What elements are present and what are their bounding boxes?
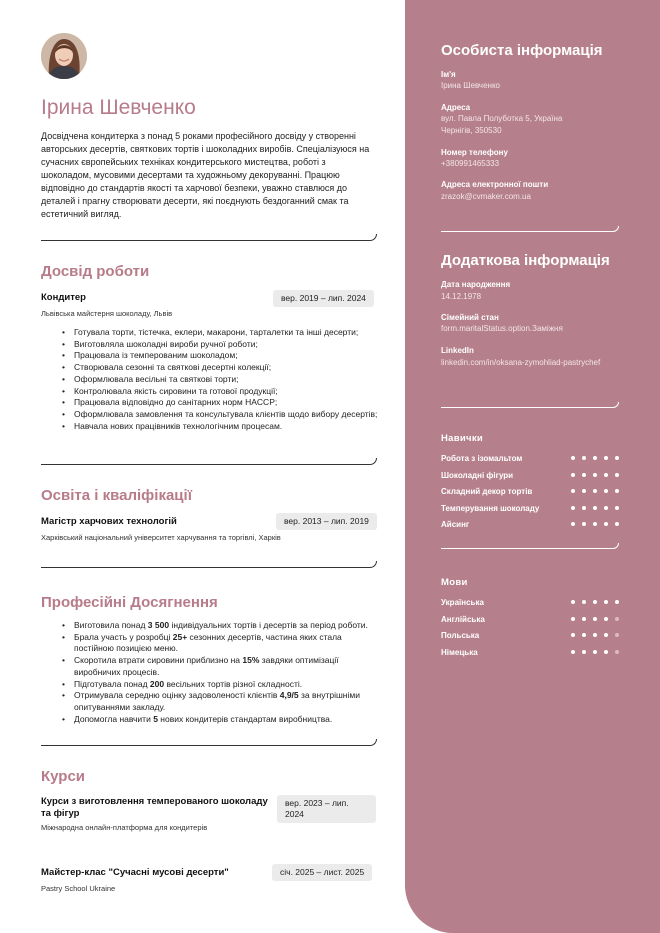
job-duty-item: • Оформлювала замовлення та консультувала клієнтів щодо вибору десертів; xyxy=(62,409,378,421)
dob-label: Дата народження xyxy=(441,280,511,289)
rating-dot xyxy=(615,473,619,477)
job-duty-item: • Створювала сезонні та святкові десертні колекції; xyxy=(62,362,378,374)
rating-dots xyxy=(571,522,619,526)
rating-dot xyxy=(604,506,608,510)
skill-row-name: Шоколадні фігури xyxy=(441,470,514,480)
email-label: Адреса електронної пошти xyxy=(441,180,549,189)
achievement-item xyxy=(62,690,378,713)
name-value: Ірина Шевченко xyxy=(441,81,500,90)
degree-title: Магістр харчових технологій xyxy=(41,516,177,527)
achievement-text: нових кондитерів стандартам виробництва. xyxy=(157,713,333,724)
rating-dot xyxy=(604,456,608,460)
rating-dot xyxy=(615,617,619,621)
rating-dot xyxy=(593,473,597,477)
rating-dot xyxy=(604,600,608,604)
skill-row-name: Робота з ізомальтом xyxy=(441,454,523,463)
education-heading: Освіта і кваліфікації xyxy=(41,487,192,504)
linkedin-label: LinkedIn xyxy=(441,346,474,355)
personal-info-heading: Особиста інформація xyxy=(441,42,603,59)
rating-dot xyxy=(582,522,586,526)
rating-dot xyxy=(615,489,619,493)
job-duty-item: • Виготовляла шоколадні вироби ручної роботи; xyxy=(62,339,378,351)
rating-dot xyxy=(582,473,586,477)
email-value[interactable]: zrazok@cvmaker.com.ua xyxy=(441,192,531,201)
language-row xyxy=(441,598,619,610)
achievement-item xyxy=(62,620,378,632)
course-dates-badge: січ. 2025 – лист. 2025 xyxy=(272,864,372,881)
rating-dot xyxy=(604,489,608,493)
rating-dot xyxy=(582,617,586,621)
job-dates-badge: вер. 2019 – лип. 2024 xyxy=(273,290,374,307)
language-row-name: Польська xyxy=(441,631,480,640)
course-provider: Міжнародна онлайн-платформа для кондитерів xyxy=(41,823,208,832)
skill-row xyxy=(441,487,619,499)
language-row-name: Німецька xyxy=(441,647,478,657)
address-label: Адреса xyxy=(441,103,471,112)
achievement-metric: 25+ xyxy=(172,631,188,642)
job-duty-item: • Працювала відповідно до санітарних норм HACCP; xyxy=(62,397,378,409)
rating-dot xyxy=(571,522,575,526)
rating-dot xyxy=(615,650,619,654)
rating-dot xyxy=(615,633,619,637)
rating-dot xyxy=(571,617,575,621)
section-divider xyxy=(41,561,377,568)
rating-dots xyxy=(571,600,619,604)
achievement-metric: 5 xyxy=(153,713,158,724)
rating-dot xyxy=(571,600,575,604)
sidebar-divider xyxy=(441,543,619,549)
section-divider xyxy=(41,234,377,241)
job-duty-item: • Навчала нових працівників технологічним процесам. xyxy=(62,421,378,433)
achievement-text: Скоротила втрати сировини приблизно на xyxy=(74,655,243,666)
achievement-item xyxy=(62,655,378,678)
section-divider xyxy=(41,739,377,746)
rating-dot xyxy=(593,506,597,510)
rating-dot xyxy=(582,506,586,510)
rating-dot xyxy=(571,506,575,510)
skill-row xyxy=(441,471,619,483)
rating-dot xyxy=(571,650,575,654)
rating-dot xyxy=(593,600,597,604)
achievement-text: завдяки оптимізації виробничих процесів. xyxy=(74,655,339,677)
avatar xyxy=(41,33,87,79)
rating-dot xyxy=(593,489,597,493)
dob-value: 14.12.1978 xyxy=(441,292,482,301)
rating-dots xyxy=(571,506,619,510)
course-provider: Pastry School Ukraine xyxy=(41,884,116,893)
job-duty-item: • Оформлювала весільні та святкові торти; xyxy=(62,374,378,386)
rating-dot xyxy=(582,650,586,654)
rating-dot xyxy=(582,489,586,493)
achievement-metric: 3 500 xyxy=(147,620,170,630)
rating-dot xyxy=(571,473,575,477)
job-duty-item: • Контролювала якість сировини та готової продукції; xyxy=(62,386,378,398)
rating-dot xyxy=(571,456,575,460)
rating-dot xyxy=(593,522,597,526)
phone-label: Номер телефону xyxy=(441,148,508,157)
rating-dot xyxy=(593,633,597,637)
achievement-text: індивідуальних тортів і десертів за період роботи. xyxy=(169,620,368,630)
languages-heading: Мови xyxy=(441,577,468,588)
rating-dot xyxy=(604,633,608,637)
marital-label: Сімейний стан xyxy=(441,313,499,322)
profile-summary: Досвідчена кондитерка з понад 5 роками професійного досвіду у створенні авторських десертів, святкових тортів і шоколадних виробів. Спеціалізуюся на сучасних європейських техніках кондитерського мистецтва, роботі з шоколадом, мусовими десертами та художньому декоруванні. Працюю відповідно до стандартів якості та харчової безпеки, уважно ставлюся до деталей і прагну створювати десерти, які поєднують бездоганний смак та естетичний вигляд. xyxy=(41,131,370,219)
achievement-text: за внутрішніми опитуваннями закладу. xyxy=(74,690,360,712)
sidebar-divider xyxy=(441,226,619,232)
skill-row xyxy=(441,504,619,516)
job-employer: Львівська майстерня шоколаду, Львів xyxy=(41,309,173,318)
achievement-metric: 15% xyxy=(242,655,260,666)
sidebar-panel xyxy=(405,0,660,933)
language-row xyxy=(441,631,619,643)
marital-value: form.maritalStatus.option.Заміжня xyxy=(441,324,563,333)
course-title: Курси з виготовлення темперованого шоколаду та фігур xyxy=(41,796,268,819)
section-divider xyxy=(41,458,377,465)
job-duties-list xyxy=(62,327,378,432)
course-dates-badge: вер. 2023 – лип. 2024 xyxy=(277,795,376,823)
rating-dot xyxy=(604,473,608,477)
rating-dot xyxy=(604,650,608,654)
achievement-item xyxy=(62,679,378,691)
experience-heading: Досвід роботи xyxy=(41,263,150,280)
achievement-text: Виготовила понад xyxy=(74,620,148,630)
rating-dot xyxy=(604,522,608,526)
rating-dot xyxy=(604,617,608,621)
candidate-name: Ірина Шевченко xyxy=(41,96,196,119)
education-dates-badge: вер. 2013 – лип. 2019 xyxy=(276,513,377,530)
language-row xyxy=(441,615,619,627)
phone-value[interactable]: +380991465333 xyxy=(441,159,500,168)
achievement-text: Допомогла навчити xyxy=(74,713,154,724)
achievement-metric: 4,9/5 xyxy=(279,690,299,701)
rating-dot xyxy=(615,522,619,526)
name-label: Ім'я xyxy=(441,70,456,79)
address-value: вул. Павла Полуботка 5, Україна Чернігів, 350530 xyxy=(441,114,563,135)
achievement-text: сезонних десертів, частина яких стала постійною позицією меню. xyxy=(74,631,342,654)
rating-dot xyxy=(571,489,575,493)
achievements-list xyxy=(62,620,378,725)
skills-heading: Навички xyxy=(441,433,484,444)
rating-dot xyxy=(582,456,586,460)
linkedin-link[interactable]: linkedin.com/in/oksana-zymohliad-pastrychef xyxy=(441,358,601,367)
avatar-photo-icon xyxy=(41,33,87,79)
achievement-item xyxy=(62,632,378,655)
additional-info-heading: Додаткова інформація xyxy=(441,252,610,269)
education-institution: Харківський національний університет харчування та торгівлі, Харків xyxy=(41,533,281,542)
skill-row-name: Айсинг xyxy=(441,520,470,529)
achievements-heading: Професійні Досягнення xyxy=(41,594,218,611)
rating-dots xyxy=(571,633,619,637)
rating-dots xyxy=(571,617,619,621)
rating-dot xyxy=(582,600,586,604)
skill-row xyxy=(441,520,619,532)
language-row-name: Англійська xyxy=(441,614,485,624)
job-title: Кондитер xyxy=(41,292,86,303)
rating-dot xyxy=(615,600,619,604)
rating-dots xyxy=(571,473,619,477)
skill-row-name: Темперування шоколаду xyxy=(441,503,540,513)
rating-dots xyxy=(571,456,619,460)
course-title: Майстер-клас "Сучасні мусові десерти" xyxy=(41,867,229,878)
rating-dot xyxy=(571,633,575,637)
rating-dot xyxy=(593,617,597,621)
rating-dot xyxy=(582,633,586,637)
sidebar-divider xyxy=(441,402,619,408)
job-duty-item: • Готувала торти, тістечка, еклери, макарони, тарталетки та інші десерти; xyxy=(62,327,378,339)
language-row xyxy=(441,648,619,660)
rating-dot xyxy=(615,456,619,460)
achievement-item xyxy=(62,714,378,726)
achievement-metric: 200 xyxy=(149,678,165,689)
achievement-text: Отримувала середню оцінку задоволеності клієнтів xyxy=(74,690,280,701)
rating-dots xyxy=(571,489,619,493)
courses-heading: Курси xyxy=(41,768,86,785)
achievement-text: Підготувала понад xyxy=(74,678,150,689)
language-row-name: Українська xyxy=(441,598,484,607)
skill-row xyxy=(441,454,619,466)
rating-dots xyxy=(571,650,619,654)
job-duty-item: • Працювала із темперованим шоколадом; xyxy=(62,350,378,362)
rating-dot xyxy=(593,456,597,460)
rating-dot xyxy=(593,650,597,654)
achievement-text: Брала участь у розробці xyxy=(74,631,173,642)
rating-dot xyxy=(615,506,619,510)
skill-row-name: Складний декор тортів xyxy=(441,487,533,496)
achievement-text: весільних тортів різної складності. xyxy=(164,678,303,689)
